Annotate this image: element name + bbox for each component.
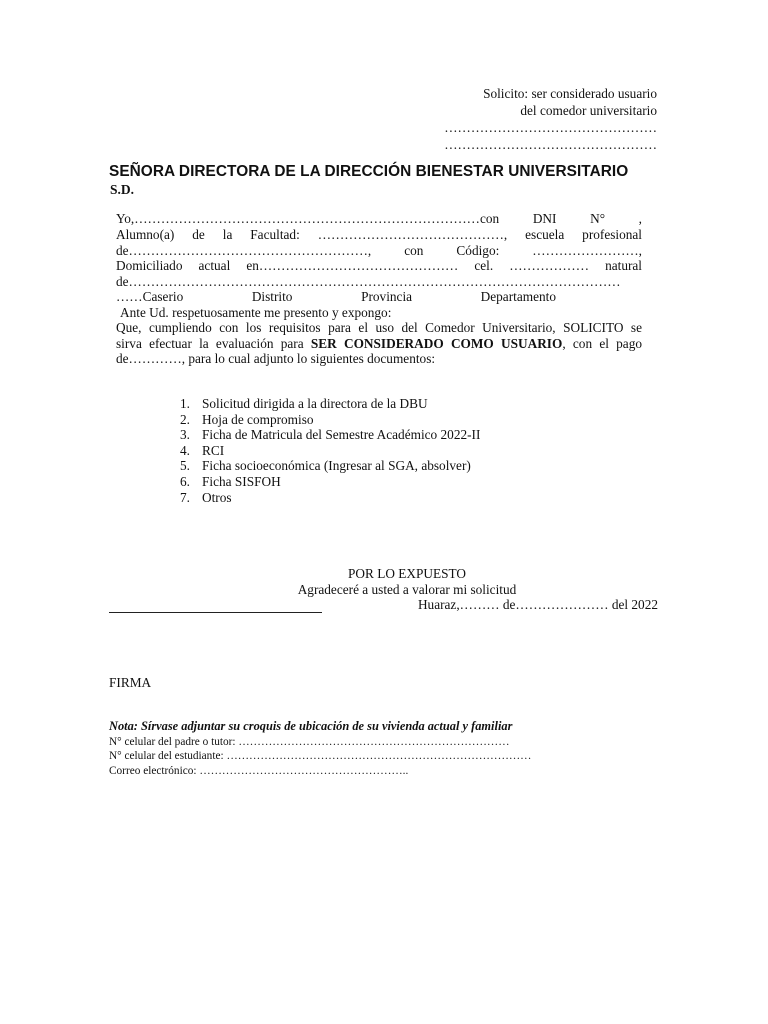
list-item-text: Ficha SISFOH (202, 473, 281, 489)
note-title: Nota: Sírvase adjuntar su croquis de ubicación de su vivienda actual y familiar (109, 719, 513, 733)
list-item (180, 412, 480, 428)
list-item (180, 396, 480, 412)
body-line-faculty: Alumno(a) de la Facultad: ……………………………………, escuela profesional (116, 227, 642, 242)
list-item-text: Solicitud dirigida a la directora de la DBU (202, 396, 428, 411)
list-item-number: 5. (180, 458, 190, 474)
subject-line-2: del comedor universitario (520, 103, 657, 118)
place-date: Huaraz,……… de………………… del 2022 (417, 597, 658, 612)
list-item (180, 474, 480, 490)
list-item (180, 427, 480, 443)
list-item-text: RCI (202, 442, 225, 458)
body-line-name: Yo,……………………………………………………………………con DNI N° , (116, 211, 642, 226)
subject-line-1: Solicito: ser considerado usuario (483, 86, 657, 101)
list-item-number: 3. (180, 427, 190, 443)
evaluacion-text-a: sirva efectuar la evaluación para (116, 336, 311, 351)
body-line-address: Domiciliado actual en……………………………………… cel. ……………… natural (116, 258, 642, 273)
list-item-text: Ficha de Matricula del Semestre Académico 2022-II (202, 427, 481, 443)
field-caserio: ……Caserio (116, 289, 184, 304)
agradecimiento: Agradeceré a usted a valorar mi solicitud (297, 582, 517, 597)
signature-line (109, 612, 322, 613)
subject-dots-1: ………………………………………… (444, 120, 657, 135)
list-item-number: 6. (180, 473, 190, 489)
subject-block (397, 86, 657, 154)
list-item (180, 443, 480, 459)
por-lo-expuesto: POR LO EXPUESTO (348, 566, 466, 581)
list-item-number: 2. (180, 411, 190, 427)
location-fields-row (116, 289, 556, 305)
subject-dots-2: ………………………………………… (444, 137, 657, 152)
addressee-title: SEÑORA DIRECTORA DE LA DIRECCIÓN BIENESTAR UNIVERSITARIO (109, 163, 629, 180)
evaluacion-bold: SER CONSIDERADO COMO USUARIO (310, 336, 563, 351)
body-line-code: de………………………………………………, con Código: ……………………, (116, 243, 642, 258)
field-provincia: Provincia (361, 289, 413, 304)
field-distrito: Distrito (251, 289, 293, 304)
documents-list (180, 396, 480, 505)
firma-label: FIRMA (109, 675, 152, 690)
note-parent-phone: N° celular del padre o tutor: ……………………………………………………………… (109, 736, 510, 748)
note-email: Correo electrónico: ……………………………………………….. (109, 765, 409, 777)
list-item-number: 7. (180, 489, 190, 505)
note-student-phone: N° celular del estudiante: ……………………………………………………………………… (109, 750, 532, 762)
list-item-text: Hoja de compromiso (202, 411, 314, 427)
list-item-text: Otros (202, 489, 232, 505)
body-line-expongo: Ante Ud. respetuosamente me presento y expongo: (120, 305, 392, 320)
body-line-evaluacion (116, 336, 642, 351)
field-departamento: Departamento (480, 289, 556, 304)
body-line-solicito: Que, cumpliendo con los requisitos para el uso del Comedor Universitario, SOLICITO se (116, 320, 642, 335)
body-line-natural: de………………………………………………………………………………………………… (116, 274, 621, 289)
evaluacion-text-c: , con el pago (562, 336, 642, 351)
addressee-sd: S.D. (110, 182, 135, 197)
list-item (180, 490, 480, 506)
body-line-pago: de…………, para lo cual adjunto lo siguientes documentos: (116, 351, 436, 366)
list-item (180, 458, 480, 474)
list-item-text: Ficha socioeconómica (Ingresar al SGA, absolver) (202, 458, 471, 474)
list-item-number: 1. (180, 396, 190, 411)
list-item-number: 4. (180, 442, 190, 458)
